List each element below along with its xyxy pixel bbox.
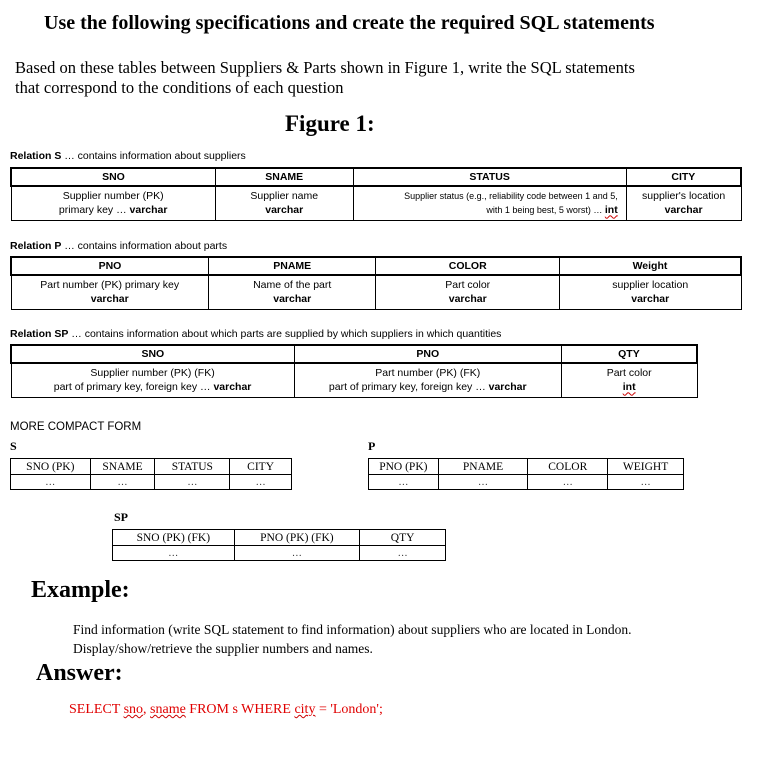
relation-p-desc-pname: Name of the part varchar [208, 275, 376, 309]
compact-s-table [10, 458, 292, 490]
relation-p-header-weight: Weight [559, 257, 741, 275]
compact-p-header-row [369, 459, 684, 475]
compact-s-value-row: … … … … [11, 475, 292, 490]
relation-p-caption-desc: … contains information about parts [61, 240, 228, 252]
relation-p-desc-row [11, 275, 741, 309]
sql-sno: sno [123, 702, 144, 717]
relation-sp-caption-desc: … contains information about which parts are supplied by which suppliers in which quantities [68, 328, 502, 340]
relation-p-desc-pno: Part number (PK) primary key varchar [11, 275, 208, 309]
compact-p-header-weight: WEIGHT [608, 459, 684, 475]
relation-s-desc-row [11, 186, 741, 220]
compact-p-label: P [368, 439, 376, 453]
relation-sp-header-qty: QTY [561, 345, 697, 363]
relation-s-caption-name: Relation S [10, 150, 62, 162]
sql-sname: sname [150, 702, 186, 717]
compact-s-header-sname: SNAME [90, 459, 155, 475]
relation-sp-desc-pno: Part number (PK) (FK) part of primary key, foreign key … varchar [294, 363, 561, 397]
answer-sql: SELECT sno, sname FROM s WHERE city = 'London'; [69, 702, 383, 717]
relation-s-table [10, 167, 742, 221]
intro-text [15, 58, 635, 98]
relation-s-header-city: CITY [626, 168, 741, 186]
example-line-2: Display/show/retrieve the supplier numbers and names. [73, 641, 373, 656]
relation-s-header-sname: SNAME [215, 168, 353, 186]
relation-sp-header-sno: SNO [11, 345, 294, 363]
relation-p-desc-color: Part color varchar [376, 275, 559, 309]
compact-s-header-sno: SNO (PK) [11, 459, 91, 475]
relation-s-header-row [11, 168, 741, 186]
example-line-1: Find information (write SQL statement to find information) about suppliers who are located in London. [73, 622, 632, 637]
figure-label: Figure 1: [285, 111, 375, 136]
relation-s-desc-city: supplier's location varchar [626, 186, 741, 220]
compact-sp-header-pno: PNO (PK) (FK) [234, 530, 360, 546]
sql-city: city [294, 702, 316, 717]
compact-sp-label: SP [114, 510, 129, 524]
relation-p-header-pno: PNO [11, 257, 208, 275]
compact-p-header-pname: PNAME [438, 459, 528, 475]
intro-line-2: that correspond to the conditions of each question [15, 78, 344, 97]
compact-s-header-city: CITY [230, 459, 292, 475]
relation-sp-table [10, 344, 698, 398]
relation-s-desc-sno: Supplier number (PK) primary key … varchar [11, 186, 215, 220]
relation-s-header-status: STATUS [353, 168, 626, 186]
example-text [73, 620, 632, 658]
relation-p-table [10, 256, 742, 310]
compact-sp-header-sno: SNO (PK) (FK) [113, 530, 235, 546]
relation-s-desc-sname: Supplier name varchar [215, 186, 353, 220]
page-title: Use the following specifications and create the required SQL statements [44, 12, 655, 34]
relation-sp-header-row [11, 345, 697, 363]
intro-line-1: Based on these tables between Suppliers & Parts shown in Figure 1, write the SQL statements [15, 58, 635, 77]
relation-sp-desc-row [11, 363, 697, 397]
relation-p-header-row [11, 257, 741, 275]
compact-p-header-color: COLOR [528, 459, 608, 475]
compact-sp-value-row: … … … [113, 546, 446, 561]
relation-s-caption-desc: … contains information about suppliers [61, 150, 246, 162]
relation-sp-caption-name: Relation SP [10, 328, 69, 340]
relation-s-desc-status: Supplier status (e.g., reliability code between 1 and 5, with 1 being best, 5 worst) … int [353, 186, 626, 220]
relation-sp-desc-sno: Supplier number (PK) (FK) part of primary key, foreign key … varchar [11, 363, 294, 397]
relation-sp-desc-qty: Part color int [561, 363, 697, 397]
compact-p-table [368, 458, 684, 490]
relation-p-desc-weight: supplier location varchar [559, 275, 741, 309]
compact-s-header-row [11, 459, 292, 475]
compact-p-value-row: … … … … [369, 475, 684, 490]
relation-p-caption [10, 240, 227, 252]
compact-s-label: S [10, 439, 17, 453]
relation-p-header-pname: PNAME [208, 257, 376, 275]
compact-form-heading: MORE COMPACT FORM [10, 421, 142, 433]
relation-p-header-color: COLOR [376, 257, 559, 275]
relation-s-header-sno: SNO [11, 168, 215, 186]
example-heading: Example: [31, 577, 130, 603]
relation-sp-caption [10, 328, 501, 340]
compact-sp-table [112, 529, 446, 561]
relation-s-caption [10, 150, 246, 162]
compact-sp-header-row [113, 530, 446, 546]
answer-heading: Answer: [36, 660, 123, 686]
compact-p-header-pno: PNO (PK) [369, 459, 439, 475]
relation-sp-header-pno: PNO [294, 345, 561, 363]
compact-s-header-status: STATUS [155, 459, 230, 475]
relation-p-caption-name: Relation P [10, 240, 62, 252]
compact-sp-header-qty: QTY [360, 530, 446, 546]
